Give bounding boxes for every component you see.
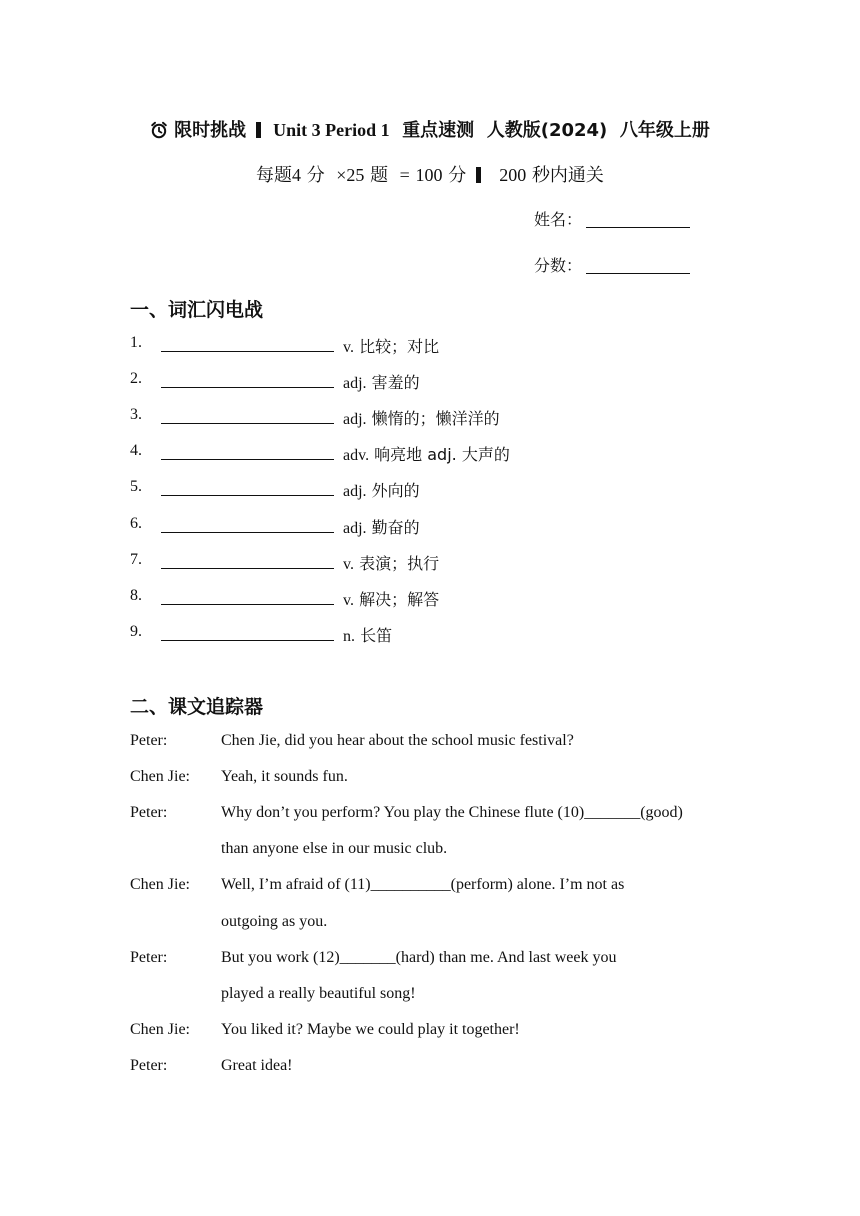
answer-blank[interactable] bbox=[161, 387, 334, 388]
item-meaning bbox=[343, 587, 439, 610]
part-of-speech: adj. bbox=[343, 483, 367, 501]
answer-blank[interactable] bbox=[161, 495, 334, 496]
chinese-meaning: 响亮地 adj. 大声的 bbox=[374, 445, 510, 465]
item-number: 5. bbox=[130, 478, 142, 496]
name-blank[interactable] bbox=[586, 227, 690, 228]
speaker: Peter: bbox=[130, 804, 168, 822]
title-focus: 重点速测 bbox=[402, 120, 475, 141]
answer-blank[interactable] bbox=[161, 459, 334, 460]
chinese-meaning: 长笛 bbox=[360, 625, 393, 645]
chinese-meaning: 比较；对比 bbox=[359, 337, 440, 356]
answer-blank[interactable] bbox=[161, 568, 334, 569]
line-text: outgoing as you. bbox=[221, 912, 328, 930]
item-number: 4. bbox=[130, 442, 142, 460]
score-label: 分数： bbox=[534, 256, 583, 275]
speaker: Chen Jie: bbox=[130, 1020, 190, 1038]
item-meaning bbox=[343, 406, 500, 429]
answer-blank[interactable] bbox=[161, 640, 334, 641]
line-text: played a really beautiful song! bbox=[221, 984, 416, 1002]
item-meaning bbox=[343, 515, 420, 538]
scoring-rule: 每题4 分 ×25 题 = 100 分 200 秒内通关 bbox=[256, 165, 604, 186]
score-blank[interactable] bbox=[586, 273, 690, 274]
title-grade: 八年级上册 bbox=[619, 120, 710, 141]
line-text: Chen Jie, did you hear about the school music festival? bbox=[221, 732, 574, 749]
subtitle-divider bbox=[476, 167, 481, 183]
item-meaning bbox=[343, 623, 392, 646]
part-of-speech: adj. bbox=[343, 375, 367, 393]
title-publisher: 人教版(2024) bbox=[486, 120, 608, 141]
item-number: 1. bbox=[130, 334, 142, 351]
line-text: But you work (12)_______(hard) than me. And last week you bbox=[221, 948, 617, 966]
item-meaning bbox=[343, 551, 439, 574]
speaker: Chen Jie: bbox=[130, 876, 190, 894]
title-unit: Unit 3 Period 1 bbox=[273, 120, 390, 140]
line-text: Great idea! bbox=[221, 1056, 293, 1074]
speaker: Peter: bbox=[130, 732, 168, 749]
alarm-clock-icon bbox=[150, 121, 168, 144]
part-of-speech: v. bbox=[343, 555, 354, 573]
answer-blank[interactable] bbox=[161, 351, 334, 352]
item-meaning bbox=[343, 478, 420, 501]
line-text: Well, I’m afraid of (11)__________(perform) alone. I’m not as bbox=[221, 876, 625, 894]
part-of-speech: n. bbox=[343, 627, 355, 645]
answer-blank[interactable] bbox=[161, 532, 334, 533]
chinese-meaning: 解决；解答 bbox=[359, 589, 440, 609]
part-of-speech: adj. bbox=[343, 411, 367, 429]
section-vocab-heading: 一、词汇闪电战 bbox=[130, 299, 264, 321]
item-meaning bbox=[343, 442, 510, 465]
item-number: 9. bbox=[130, 622, 142, 640]
name-label: 姓名： bbox=[534, 210, 583, 229]
speaker: Chen Jie: bbox=[130, 768, 190, 786]
line-text: You liked it? Maybe we could play it together! bbox=[221, 1020, 520, 1038]
title-challenge: 限时挑战 bbox=[174, 120, 247, 141]
title-divider bbox=[256, 122, 261, 138]
chinese-meaning: 表演；执行 bbox=[359, 553, 440, 573]
part-of-speech: v. bbox=[343, 339, 354, 356]
answer-blank[interactable] bbox=[161, 604, 334, 605]
speaker: Peter: bbox=[130, 1056, 168, 1074]
line-text: Yeah, it sounds fun. bbox=[221, 768, 348, 786]
item-meaning bbox=[343, 370, 420, 393]
chinese-meaning: 勤奋的 bbox=[371, 517, 420, 537]
item-number: 6. bbox=[130, 514, 142, 532]
speaker: Peter: bbox=[130, 948, 168, 966]
part-of-speech: v. bbox=[343, 591, 354, 609]
line-text: than anyone else in our music club. bbox=[221, 840, 448, 858]
item-number: 7. bbox=[130, 550, 142, 568]
chinese-meaning: 懒惰的；懒洋洋的 bbox=[371, 409, 500, 429]
chinese-meaning: 害羞的 bbox=[371, 373, 420, 393]
item-number: 8. bbox=[130, 586, 142, 604]
item-meaning bbox=[343, 334, 439, 357]
chinese-meaning: 外向的 bbox=[371, 481, 420, 501]
answer-blank[interactable] bbox=[161, 423, 334, 424]
section-dialogue-heading: 二、课文追踪器 bbox=[130, 696, 264, 718]
part-of-speech: adj. bbox=[343, 519, 367, 537]
part-of-speech: adv. bbox=[343, 447, 370, 465]
item-number: 2. bbox=[130, 370, 142, 388]
name-field[interactable] bbox=[534, 207, 690, 230]
score-field[interactable] bbox=[534, 253, 690, 276]
item-number: 3. bbox=[130, 406, 142, 424]
worksheet-title bbox=[0, 116, 860, 144]
line-text: Why don’t you perform? You play the Chinese flute (10)_______(good) bbox=[221, 804, 683, 822]
